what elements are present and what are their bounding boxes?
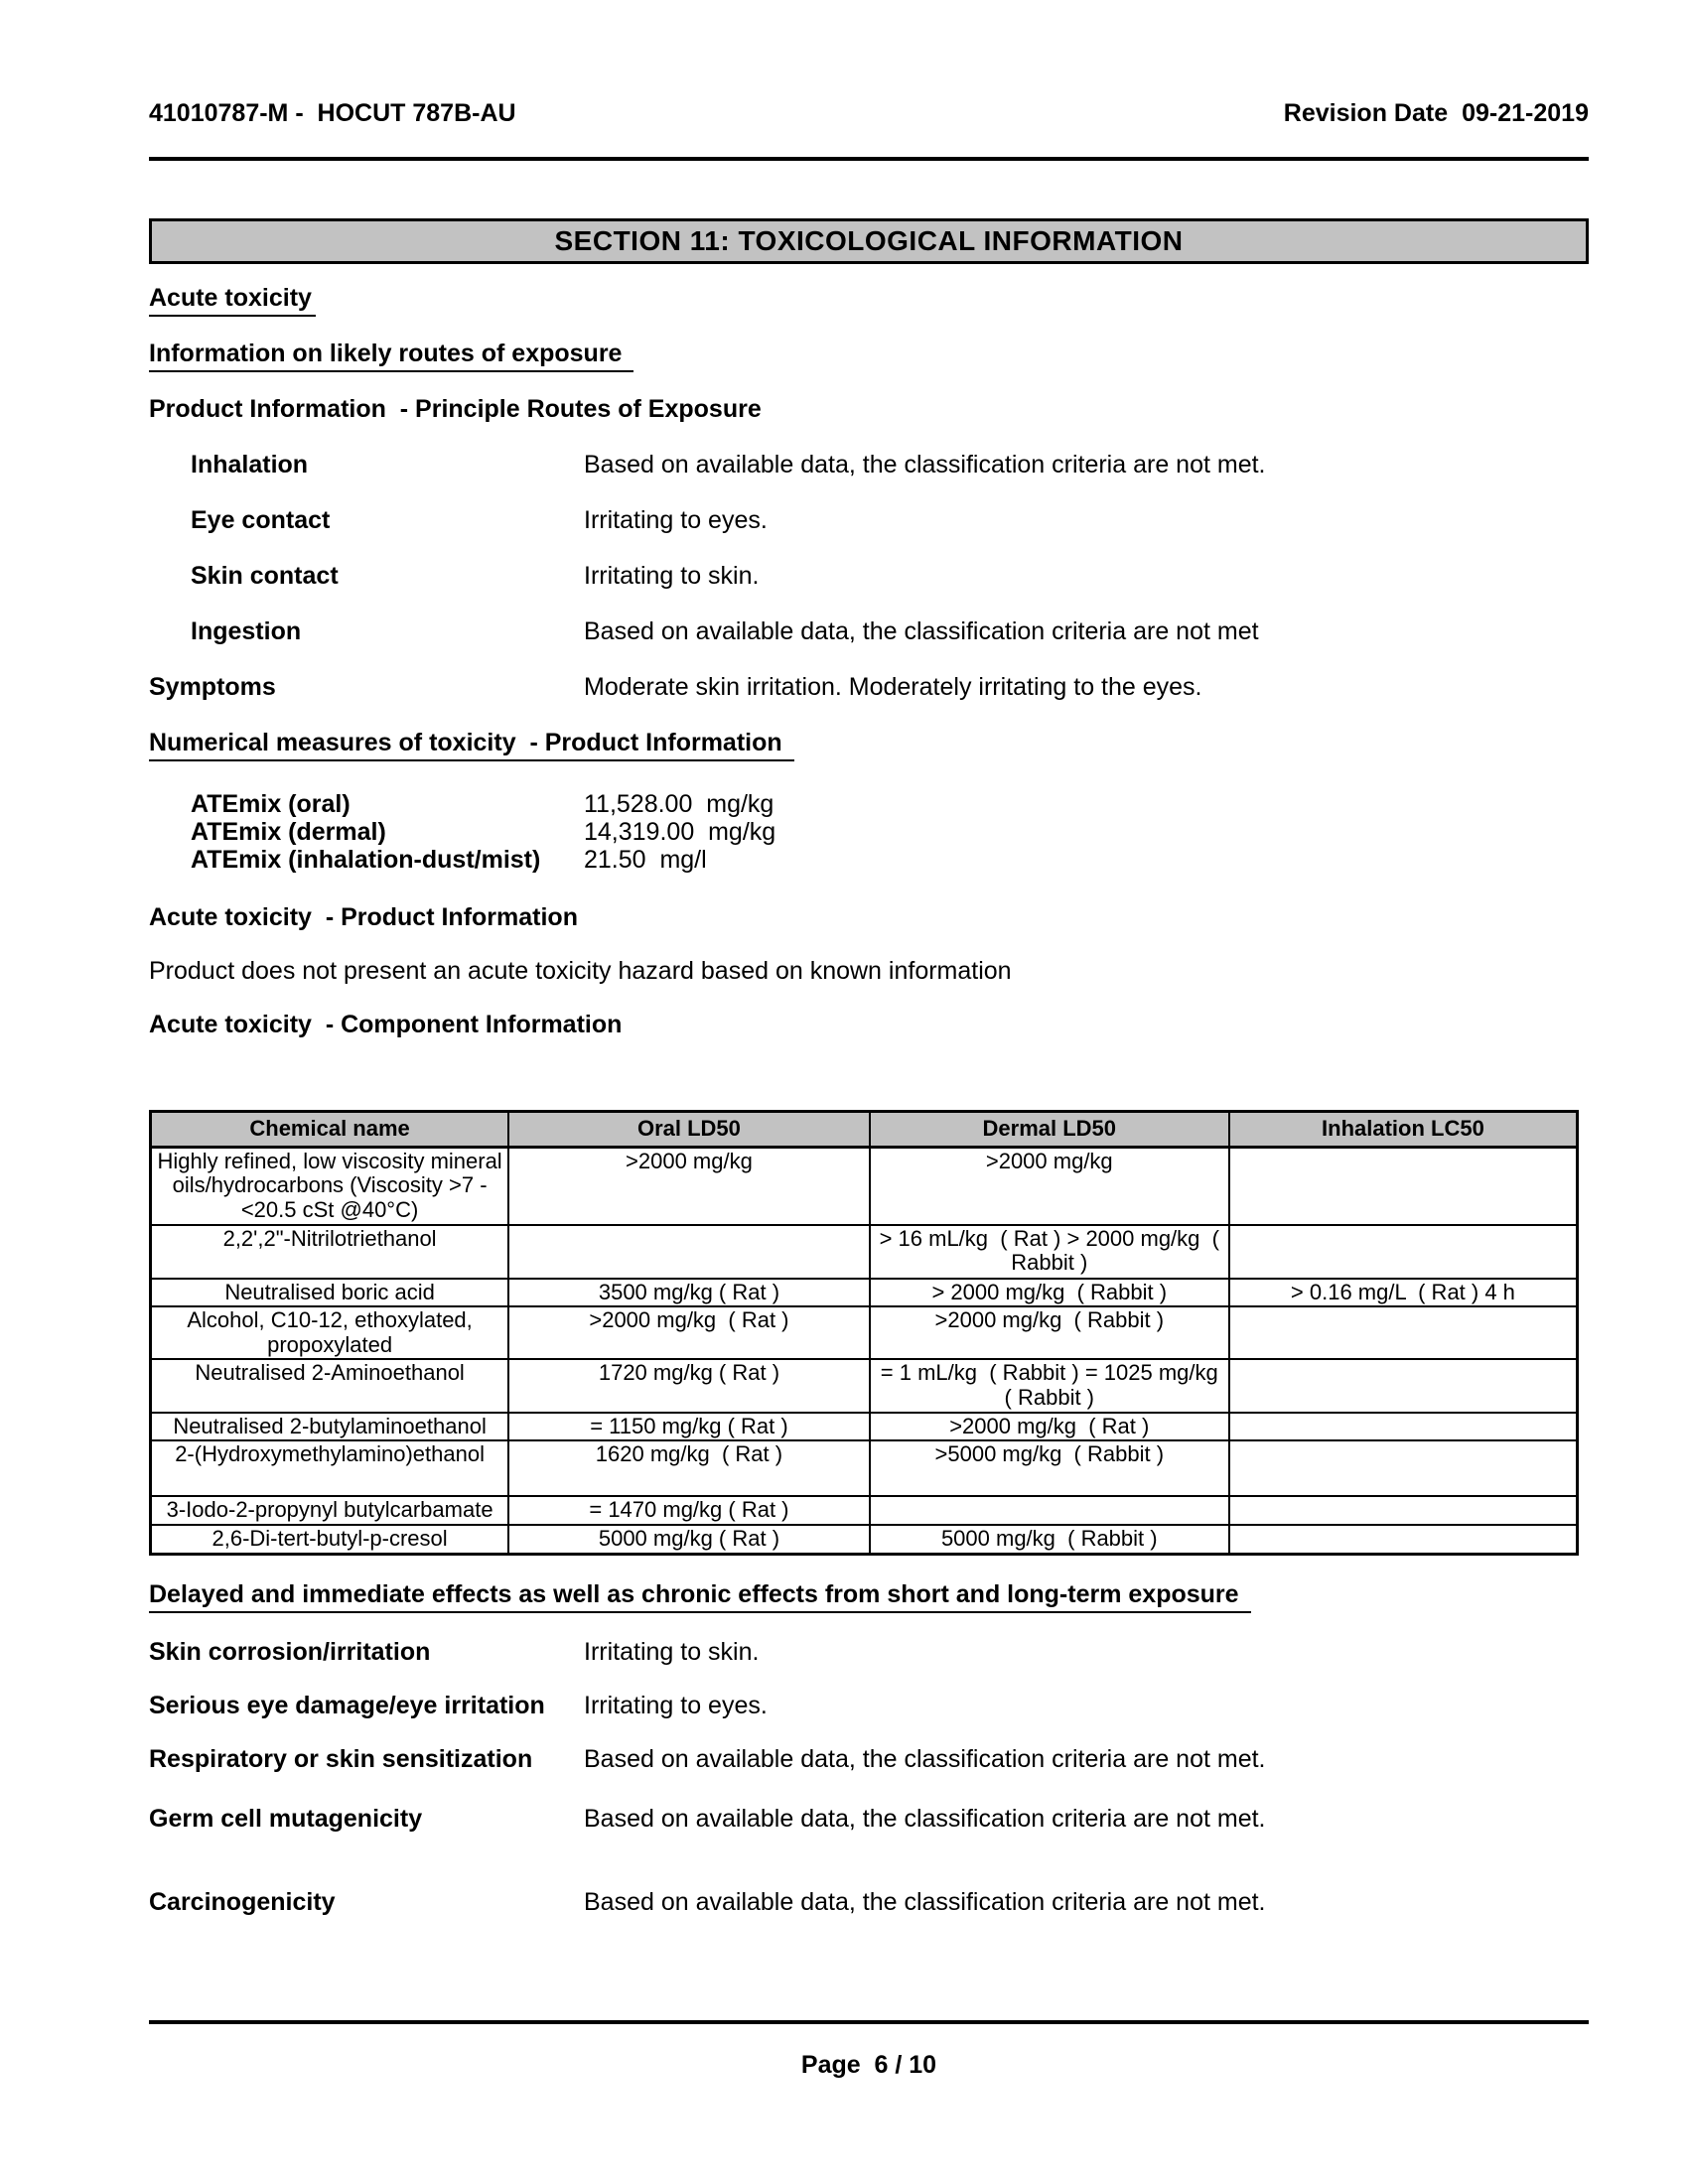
cell-chemical: 2,6-Di-tert-butyl-p-cresol — [151, 1525, 509, 1554]
row-label: ATEmix (dermal) — [191, 818, 386, 846]
page-number: Page 6 / 10 — [800, 2051, 937, 2079]
row-atemix-inhalation — [149, 846, 1589, 876]
table-row — [151, 1306, 1578, 1359]
cell-dermal: > 16 mL/kg ( Rat ) > 2000 mg/kg ( Rabbit ) — [870, 1225, 1229, 1279]
cell-oral: 5000 mg/kg ( Rat ) — [508, 1525, 870, 1554]
col-oral-ld50: Oral LD50 — [508, 1112, 870, 1148]
cell-inhalation — [1229, 1496, 1578, 1525]
cell-inhalation — [1229, 1413, 1578, 1441]
heading-delayed-effects: Delayed and immediate effects as well as chronic effects from short and long-term exposure — [149, 1580, 1251, 1613]
table-row — [151, 1413, 1578, 1441]
cell-inhalation — [1229, 1225, 1578, 1279]
heading-numerical-measures: Numerical measures of toxicity - Product Information — [149, 729, 794, 761]
heading-acute-toxicity: Acute toxicity — [149, 284, 316, 317]
row-value: Moderate skin irritation. Moderately irritating to the eyes. — [584, 673, 1202, 701]
cell-oral: = 1150 mg/kg ( Rat ) — [508, 1413, 870, 1441]
row-mutagenicity — [149, 1805, 1589, 1835]
cell-chemical: Neutralised 2-butylaminoethanol — [151, 1413, 509, 1441]
document-header — [149, 99, 1589, 128]
revision-block — [1284, 99, 1589, 128]
cell-chemical: 2,2',2"-Nitrilotriethanol — [151, 1225, 509, 1279]
row-value: Based on available data, the classification criteria are not met. — [584, 1805, 1266, 1833]
cell-dermal: >2000 mg/kg ( Rabbit ) — [870, 1306, 1229, 1359]
heading-routes-info: Information on likely routes of exposure — [149, 340, 633, 372]
cell-chemical: Highly refined, low viscosity mineral oils/hydrocarbons (Viscosity >7 - <20.5 cSt @40°C) — [151, 1147, 509, 1224]
cell-dermal: >2000 mg/kg — [870, 1147, 1229, 1224]
cell-dermal: >2000 mg/kg ( Rat ) — [870, 1413, 1229, 1441]
row-symptoms — [149, 673, 1589, 703]
cell-inhalation — [1229, 1147, 1578, 1224]
row-value: Based on available data, the classification criteria are not met — [584, 617, 1259, 645]
row-label: Respiratory or skin sensitization — [149, 1745, 533, 1773]
row-value: Irritating to skin. — [584, 562, 760, 590]
header-rule — [149, 157, 1589, 161]
row-label: Eye contact — [191, 506, 331, 534]
cell-oral: >2000 mg/kg — [508, 1147, 870, 1224]
row-label: Symptoms — [149, 673, 276, 701]
cell-dermal: > 2000 mg/kg ( Rabbit ) — [870, 1279, 1229, 1307]
section-title: SECTION 11: TOXICOLOGICAL INFORMATION — [554, 225, 1184, 256]
col-chemical-name: Chemical name — [151, 1112, 509, 1148]
row-value: Based on available data, the classification criteria are not met. — [584, 1745, 1266, 1773]
row-value: Based on available data, the classification criteria are not met. — [584, 451, 1266, 478]
table-row — [151, 1147, 1578, 1224]
table-header-row — [151, 1112, 1578, 1148]
row-label: Carcinogenicity — [149, 1888, 336, 1916]
row-eye-contact — [149, 506, 1589, 536]
row-label: Serious eye damage/eye irritation — [149, 1692, 545, 1719]
row-value: Irritating to eyes. — [584, 506, 768, 534]
row-value: Based on available data, the classification criteria are not met. — [584, 1888, 1266, 1916]
row-atemix-dermal — [149, 818, 1589, 848]
row-value: 14,319.00 mg/kg — [584, 818, 776, 846]
acute-toxicity-table — [149, 1110, 1579, 1556]
col-inhalation-lc50: Inhalation LC50 — [1229, 1112, 1578, 1148]
table-row — [151, 1440, 1578, 1496]
row-label: ATEmix (inhalation-dust/mist) — [191, 846, 541, 874]
row-skin-contact — [149, 562, 1589, 592]
cell-dermal: 5000 mg/kg ( Rabbit ) — [870, 1525, 1229, 1554]
row-label: Skin corrosion/irritation — [149, 1638, 431, 1666]
col-dermal-ld50: Dermal LD50 — [870, 1112, 1229, 1148]
row-inhalation — [149, 451, 1589, 480]
cell-oral: 3500 mg/kg ( Rat ) — [508, 1279, 870, 1307]
heading-product-info-routes: Product Information - Principle Routes of Exposure — [149, 395, 762, 423]
cell-oral: 1620 mg/kg ( Rat ) — [508, 1440, 870, 1496]
table-row — [151, 1279, 1578, 1307]
heading-acute-component: Acute toxicity - Component Information — [149, 1011, 623, 1038]
cell-inhalation — [1229, 1359, 1578, 1412]
row-carcinogenicity — [149, 1888, 1589, 1918]
section-title-bar — [149, 218, 1589, 264]
cell-oral: 1720 mg/kg ( Rat ) — [508, 1359, 870, 1412]
cell-inhalation — [1229, 1525, 1578, 1554]
row-atemix-oral — [149, 790, 1589, 820]
row-sensitization — [149, 1745, 1589, 1775]
row-value: 11,528.00 mg/kg — [584, 790, 774, 818]
page-content — [149, 0, 1589, 2184]
row-label: Skin contact — [191, 562, 339, 590]
cell-chemical: Neutralised boric acid — [151, 1279, 509, 1307]
row-value: Irritating to eyes. — [584, 1692, 768, 1719]
row-label: Inhalation — [191, 451, 309, 478]
table-row — [151, 1359, 1578, 1412]
cell-inhalation — [1229, 1306, 1578, 1359]
table-row — [151, 1225, 1578, 1279]
cell-chemical: 3-Iodo-2-propynyl butylcarbamate — [151, 1496, 509, 1525]
revision-date-value: 09-21-2019 — [1462, 99, 1589, 127]
row-label: Germ cell mutagenicity — [149, 1805, 423, 1833]
row-value: 21.50 mg/l — [584, 846, 707, 874]
row-label: Ingestion — [191, 617, 302, 645]
table-row — [151, 1496, 1578, 1525]
cell-inhalation: > 0.16 mg/L ( Rat ) 4 h — [1229, 1279, 1578, 1307]
document-id: 41010787-M - HOCUT 787B-AU — [149, 99, 516, 127]
cell-dermal: = 1 mL/kg ( Rabbit ) = 1025 mg/kg ( Rabbit ) — [870, 1359, 1229, 1412]
cell-dermal — [870, 1496, 1229, 1525]
cell-chemical: Alcohol, C10-12, ethoxylated, propoxylated — [151, 1306, 509, 1359]
row-skin-corrosion — [149, 1638, 1589, 1668]
cell-chemical: Neutralised 2-Aminoethanol — [151, 1359, 509, 1412]
cell-oral: = 1470 mg/kg ( Rat ) — [508, 1496, 870, 1525]
cell-chemical: 2-(Hydroxymethylamino)ethanol — [151, 1440, 509, 1496]
table-row — [151, 1525, 1578, 1554]
row-label: ATEmix (oral) — [191, 790, 351, 818]
heading-acute-product: Acute toxicity - Product Information — [149, 903, 578, 931]
acute-product-statement: Product does not present an acute toxicity hazard based on known information — [149, 957, 1012, 985]
cell-dermal: >5000 mg/kg ( Rabbit ) — [870, 1440, 1229, 1496]
row-value: Irritating to skin. — [584, 1638, 760, 1666]
cell-oral — [508, 1225, 870, 1279]
row-ingestion — [149, 617, 1589, 647]
revision-date-label: Revision Date — [1283, 99, 1449, 127]
row-eye-damage — [149, 1692, 1589, 1721]
footer-rule — [149, 2020, 1589, 2024]
cell-inhalation — [1229, 1440, 1578, 1496]
cell-oral: >2000 mg/kg ( Rat ) — [508, 1306, 870, 1359]
